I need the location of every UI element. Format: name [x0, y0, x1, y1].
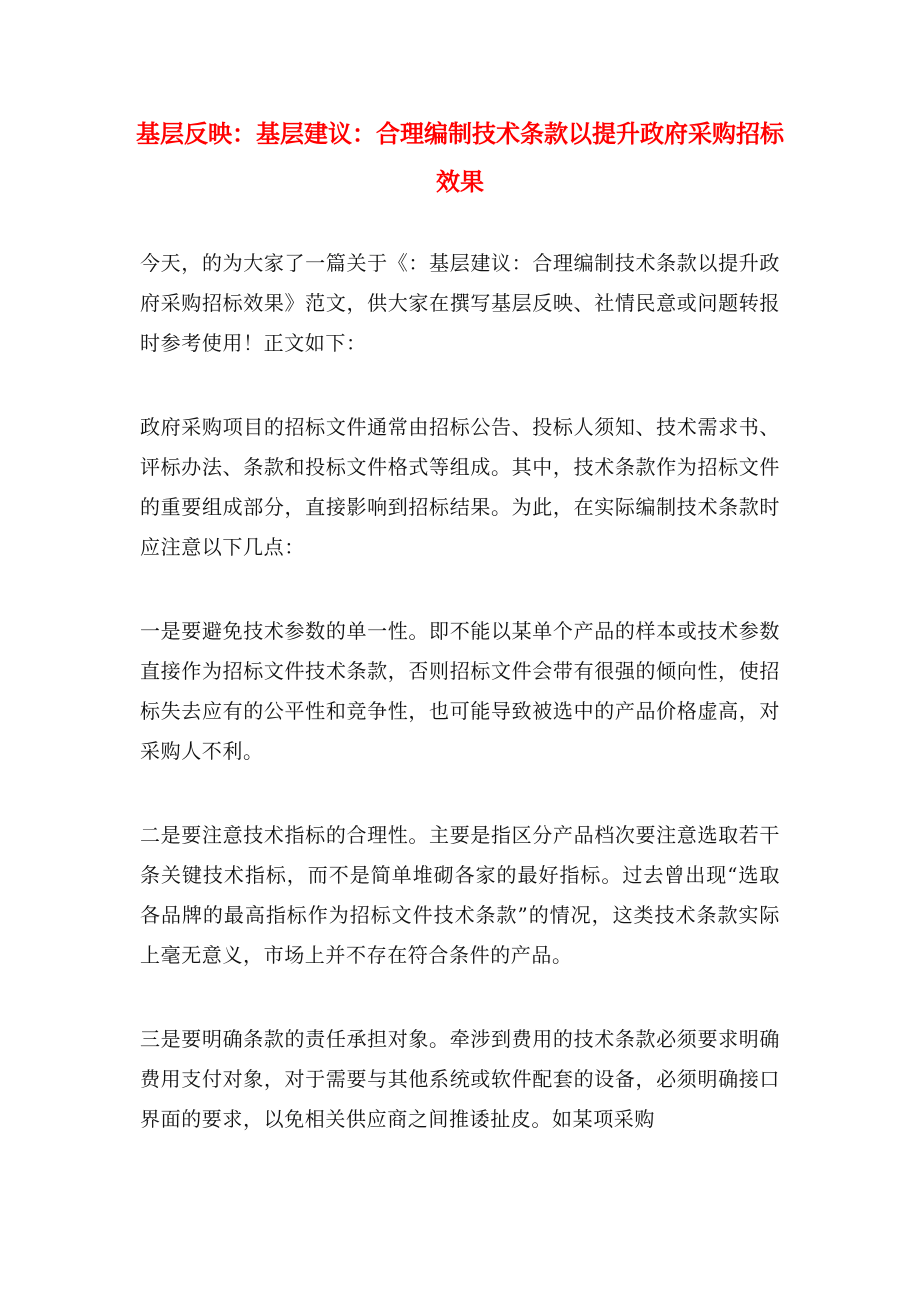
document-body — [140, 243, 780, 1183]
paragraph-composition: 政府采购项目的招标文件通常由招标公告、投标人须知、技术需求书、评标办法、条款和投标文件格式等组成。其中，技术条款作为招标文件的重要组成部分，直接影响到招标结果。为此，在实际编制技术条款时应注意以下几点： — [140, 415, 780, 559]
paragraph-point-one: 一是要避免技术参数的单一性。即不能以某单个产品的样本或技术参数直接作为招标文件技术条款，否则招标文件会带有很强的倾向性，使招标失去应有的公平性和竞争性，也可能导致被选中的产品价格虚高，对采购人不利。 — [140, 619, 780, 763]
paragraph-point-two: 二是要注意技术指标的合理性。主要是指区分产品档次要注意选取若干条关键技术指标，而不是简单堆砌各家的最好指标。过去曾出现“选取各品牌的最高指标作为招标文件技术条款”的情况，这类技术条款实际上毫无意义，市场上并不存在符合条件的产品。 — [140, 823, 780, 967]
paragraph-point-three: 三是要明确条款的责任承担对象。牵涉到费用的技术条款必须要求明确费用支付对象，对于需要与其他系统或软件配套的设备，必须明确接口界面的要求，以免相关供应商之间推诿扯皮。如某项采购 — [140, 1027, 780, 1131]
document-title: 基层反映：基层建议：合理编制技术条款以提升政府采购招标效果 — [136, 119, 784, 196]
paragraph-intro: 今天，的为大家了一篇关于《：基层建议：合理编制技术条款以提升政府采购招标效果》范文，供大家在撰写基层反映、社情民意或问题转报时参考使用！正文如下： — [140, 251, 780, 355]
